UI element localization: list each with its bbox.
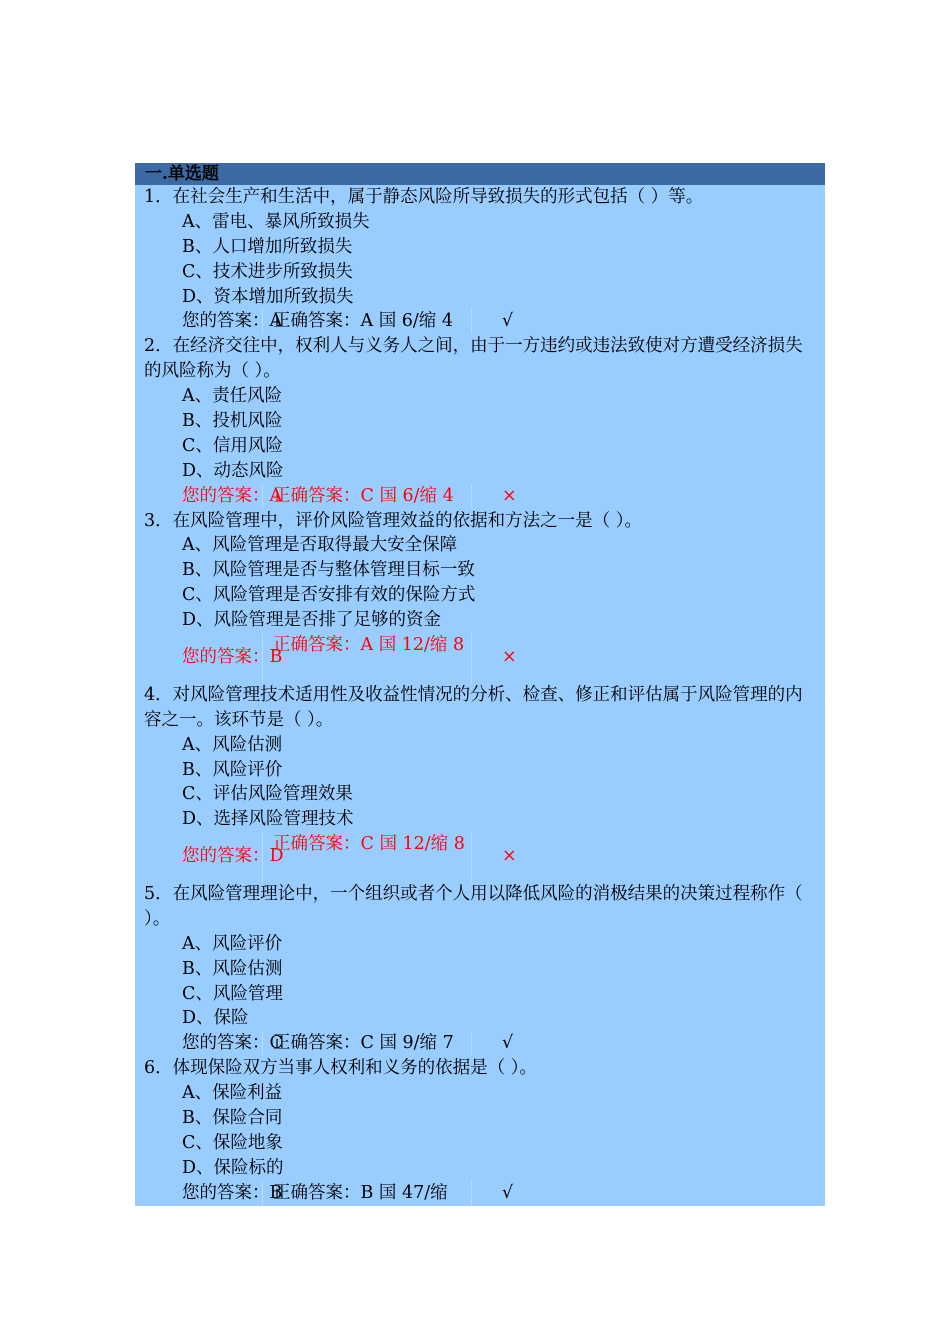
your-answer: 您的答案：B bbox=[135, 633, 263, 683]
option-d: D、选择风险管理技术 bbox=[182, 809, 354, 830]
answer-row bbox=[135, 484, 825, 509]
option-b: B、投机风险 bbox=[182, 411, 283, 432]
option-a: A、责任风险 bbox=[182, 386, 283, 407]
option-d: D、动态风险 bbox=[182, 460, 284, 481]
quiz-panel bbox=[135, 163, 825, 1206]
question-stem: 3．在风险管理中，评价风险管理效益的依据和方法之一是（ ）。 bbox=[144, 510, 642, 531]
your-answer: 您的答案：A bbox=[135, 484, 263, 509]
cross-mark-icon: × bbox=[502, 485, 517, 506]
check-mark-icon: √ bbox=[502, 1182, 514, 1203]
answer-row bbox=[135, 1031, 825, 1056]
your-answer: 您的答案：A bbox=[135, 309, 263, 334]
question-6 bbox=[135, 1056, 825, 1205]
correct-answer: 正确答案：C 国 12/缩 8 bbox=[263, 832, 472, 882]
question-stem: 1．在社会生产和生活中，属于静态风险所导致损失的形式包括（ ）等。 bbox=[144, 187, 704, 207]
option-d: D、风险管理是否排了足够的资金 bbox=[182, 610, 442, 631]
your-answer: 您的答案：B bbox=[135, 1181, 263, 1206]
correct-answer: 正确答案：A 国 6/缩 4 bbox=[263, 309, 472, 334]
option-c: C、技术进步所致损失 bbox=[182, 261, 353, 282]
option-d: D、保险标的 bbox=[182, 1157, 284, 1178]
question-stem: 6．体现保险双方当事人权利和义务的依据是（ ）。 bbox=[144, 1058, 537, 1079]
question-4 bbox=[135, 683, 825, 882]
answer-row bbox=[135, 1181, 825, 1206]
cross-mark-icon: × bbox=[502, 846, 517, 867]
option-b: B、风险估测 bbox=[182, 958, 283, 979]
question-2 bbox=[135, 334, 825, 508]
answer-row bbox=[135, 309, 825, 334]
check-mark-icon: √ bbox=[502, 311, 514, 332]
cross-mark-icon: × bbox=[502, 647, 517, 668]
answer-row bbox=[135, 633, 825, 683]
option-b: B、保险合同 bbox=[182, 1108, 283, 1129]
option-a: A、风险估测 bbox=[182, 734, 283, 755]
correct-answer: 正确答案：C 国 9/缩 7 bbox=[263, 1031, 472, 1056]
option-c: C、保险地象 bbox=[182, 1132, 283, 1153]
option-c: C、信用风险 bbox=[182, 435, 283, 456]
option-d: D、保险 bbox=[182, 1008, 249, 1029]
correct-answer: 正确答案：A 国 12/缩 8 bbox=[263, 633, 472, 683]
option-a: A、雷电、暴风所致损失 bbox=[182, 211, 370, 232]
question-3 bbox=[135, 509, 825, 683]
option-b: B、风险评价 bbox=[182, 759, 283, 780]
option-c: C、评估风险管理效果 bbox=[182, 784, 353, 805]
option-c: C、风险管理 bbox=[182, 983, 283, 1004]
option-a: A、保险利益 bbox=[182, 1083, 283, 1104]
option-a: A、风险评价 bbox=[182, 933, 283, 954]
question-stem: 2．在经济交往中，权利人与义务人之间，由于一方违约或违法致使对方遭受经济损失的风险称为（ ）。 bbox=[144, 336, 803, 382]
question-5 bbox=[135, 882, 825, 1056]
answer-row bbox=[135, 832, 825, 882]
option-b: B、人口增加所致损失 bbox=[182, 236, 353, 257]
option-d: D、资本增加所致损失 bbox=[182, 286, 354, 307]
option-c: C、风险管理是否安排有效的保险方式 bbox=[182, 585, 476, 606]
your-answer: 您的答案：D bbox=[135, 832, 263, 882]
question-1 bbox=[135, 185, 825, 334]
your-answer: 您的答案：C bbox=[135, 1031, 263, 1056]
option-a: A、风险管理是否取得最大安全保障 bbox=[182, 535, 458, 556]
section-title: 一.单选题 bbox=[135, 163, 825, 185]
question-stem: 5．在风险管理理论中，一个组织或者个人用以降低风险的消极结果的决策过程称作（ ）。 bbox=[144, 884, 803, 929]
check-mark-icon: √ bbox=[502, 1033, 514, 1054]
correct-answer: 正确答案：B 国 47/缩 bbox=[263, 1181, 472, 1206]
option-b: B、风险管理是否与整体管理目标一致 bbox=[182, 560, 475, 581]
correct-answer: 正确答案：C 国 6/缩 4 bbox=[263, 484, 472, 509]
question-stem: 4．对风险管理技术适用性及收益性情况的分析、检查、修正和评估属于风险管理的内容之一。该环节是（ ）。 bbox=[144, 684, 803, 730]
